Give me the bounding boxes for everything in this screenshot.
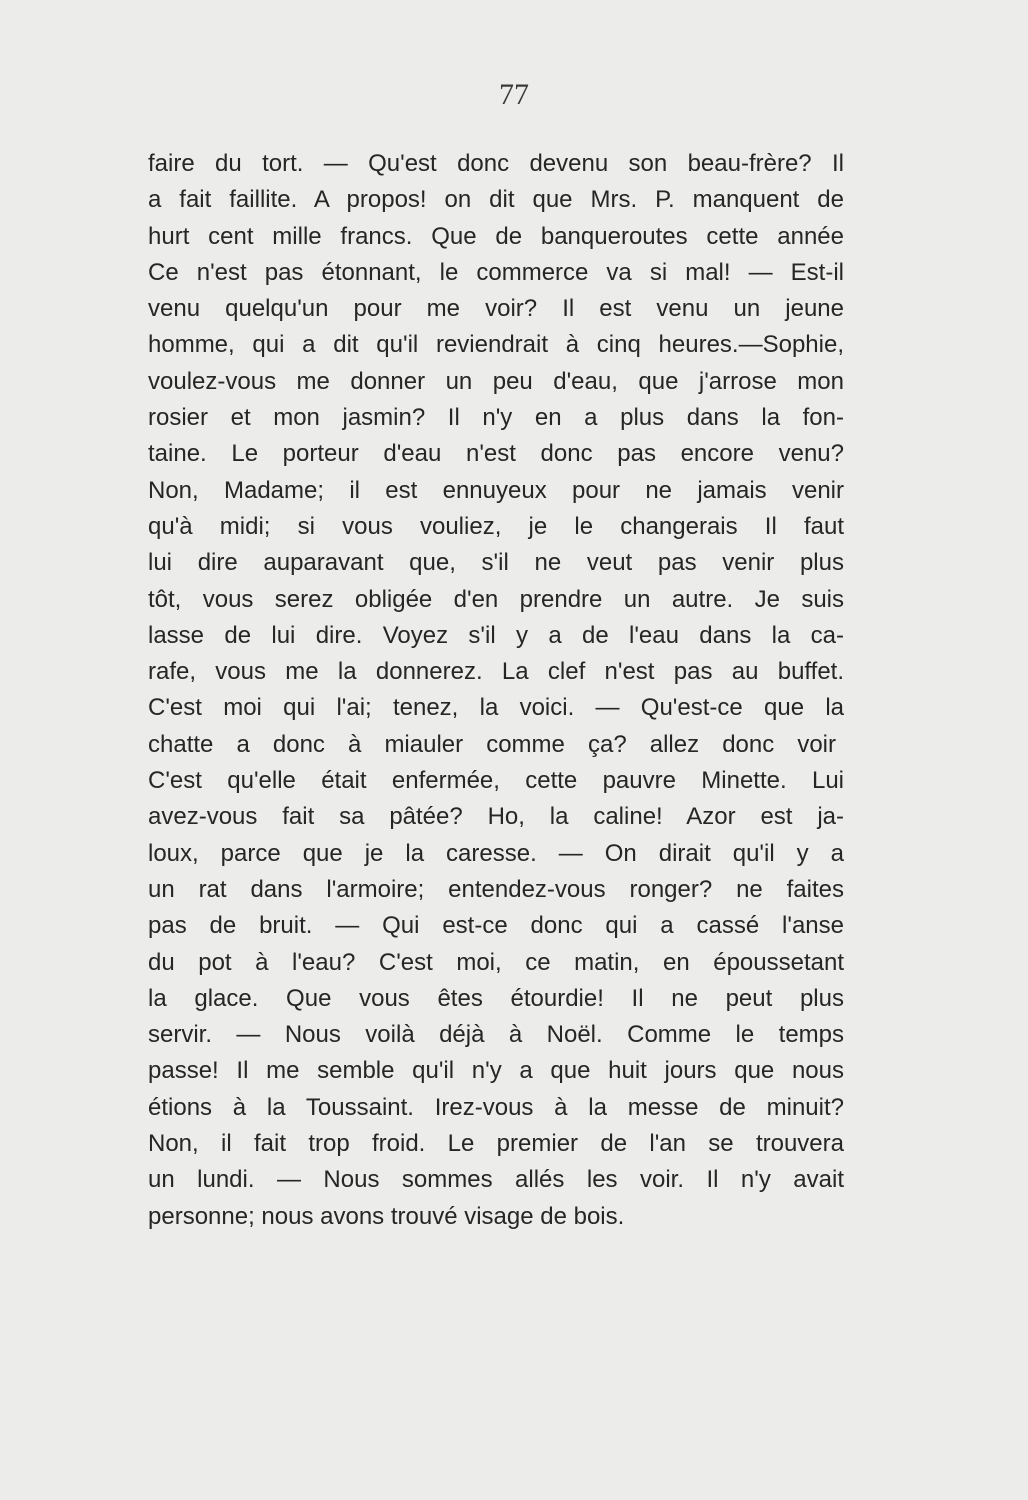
text-line: Ce n'est pas étonnant, le commerce va si mal! — Est-il (148, 258, 844, 286)
text-line: avez-vous fait sa pâtée? Ho, la caline! Azor est ja- (148, 803, 844, 831)
text-line: rosier et mon jasmin? Il n'y en a plus dans la fon- (148, 404, 844, 432)
text-line: a fait faillite. A propos! on dit que Mrs. P. manquent de (148, 186, 844, 214)
text-line: C'est moi qui l'ai; tenez, la voici. — Qu'est-ce que la (148, 694, 844, 722)
text-line: hurt cent mille francs. Que de banqueroutes cette année (148, 222, 844, 250)
text-line: faire du tort. — Qu'est donc devenu son beau-frère? Il (148, 150, 844, 177)
text-line: tôt, vous serez obligée d'en prendre un autre. Je suis (148, 585, 844, 613)
text-line: homme, qui a dit qu'il reviendrait à cinq heures.—Sophie, (148, 331, 844, 359)
text-line: lasse de lui dire. Voyez s'il y a de l'eau dans la ca- (148, 621, 844, 649)
text-line: qu'à midi; si vous vouliez, je le changerais Il faut (148, 512, 844, 540)
text-line: Non, il fait trop froid. Le premier de l'an se trouvera (148, 1130, 844, 1158)
text-line: lui dire auparavant que, s'il ne veut pas venir plus (148, 549, 844, 577)
text-line: pas de bruit. — Qui est-ce donc qui a cassé l'anse (148, 912, 844, 940)
text-line: loux, parce que je la caresse. — On dirait qu'il y a (148, 839, 844, 867)
text-line: un lundi. — Nous sommes allés les voir. Il n'y avait (148, 1166, 844, 1194)
text-line: rafe, vous me la donnerez. La clef n'est pas au buffet. (148, 658, 844, 686)
text-line: C'est qu'elle était enfermée, cette pauvre Minette. Lui (148, 767, 844, 795)
text-line: personne; nous avons trouvé visage de bois. (148, 1202, 625, 1230)
text-line: la glace. Que vous êtes étourdie! Il ne peut plus (148, 984, 844, 1012)
text-line: un rat dans l'armoire; entendez-vous ronger? ne faites (148, 875, 844, 903)
page-number: 77 (499, 78, 529, 111)
text-line: venu quelqu'un pour me voir? Il est venu un jeune (148, 295, 844, 323)
text-line: taine. Le porteur d'eau n'est donc pas encore venu? (148, 440, 844, 468)
text-line: passe! Il me semble qu'il n'y a que huit jours que nous (148, 1057, 844, 1085)
text-line: Non, Madame; il est ennuyeux pour ne jamais venir (148, 476, 844, 504)
text-line: étions à la Toussaint. Irez-vous à la messe de minuit? (148, 1093, 844, 1121)
text-line: servir. — Nous voilà déjà à Noël. Comme le temps (148, 1021, 844, 1049)
text-line: voulez-vous me donner un peu d'eau, que j'arrose mon (148, 367, 844, 395)
text-line: du pot à l'eau? C'est moi, ce matin, en époussetant (148, 948, 844, 976)
body-text (148, 146, 844, 1235)
text-line: chatte a donc à miauler comme ça? allez donc voir (148, 730, 836, 758)
